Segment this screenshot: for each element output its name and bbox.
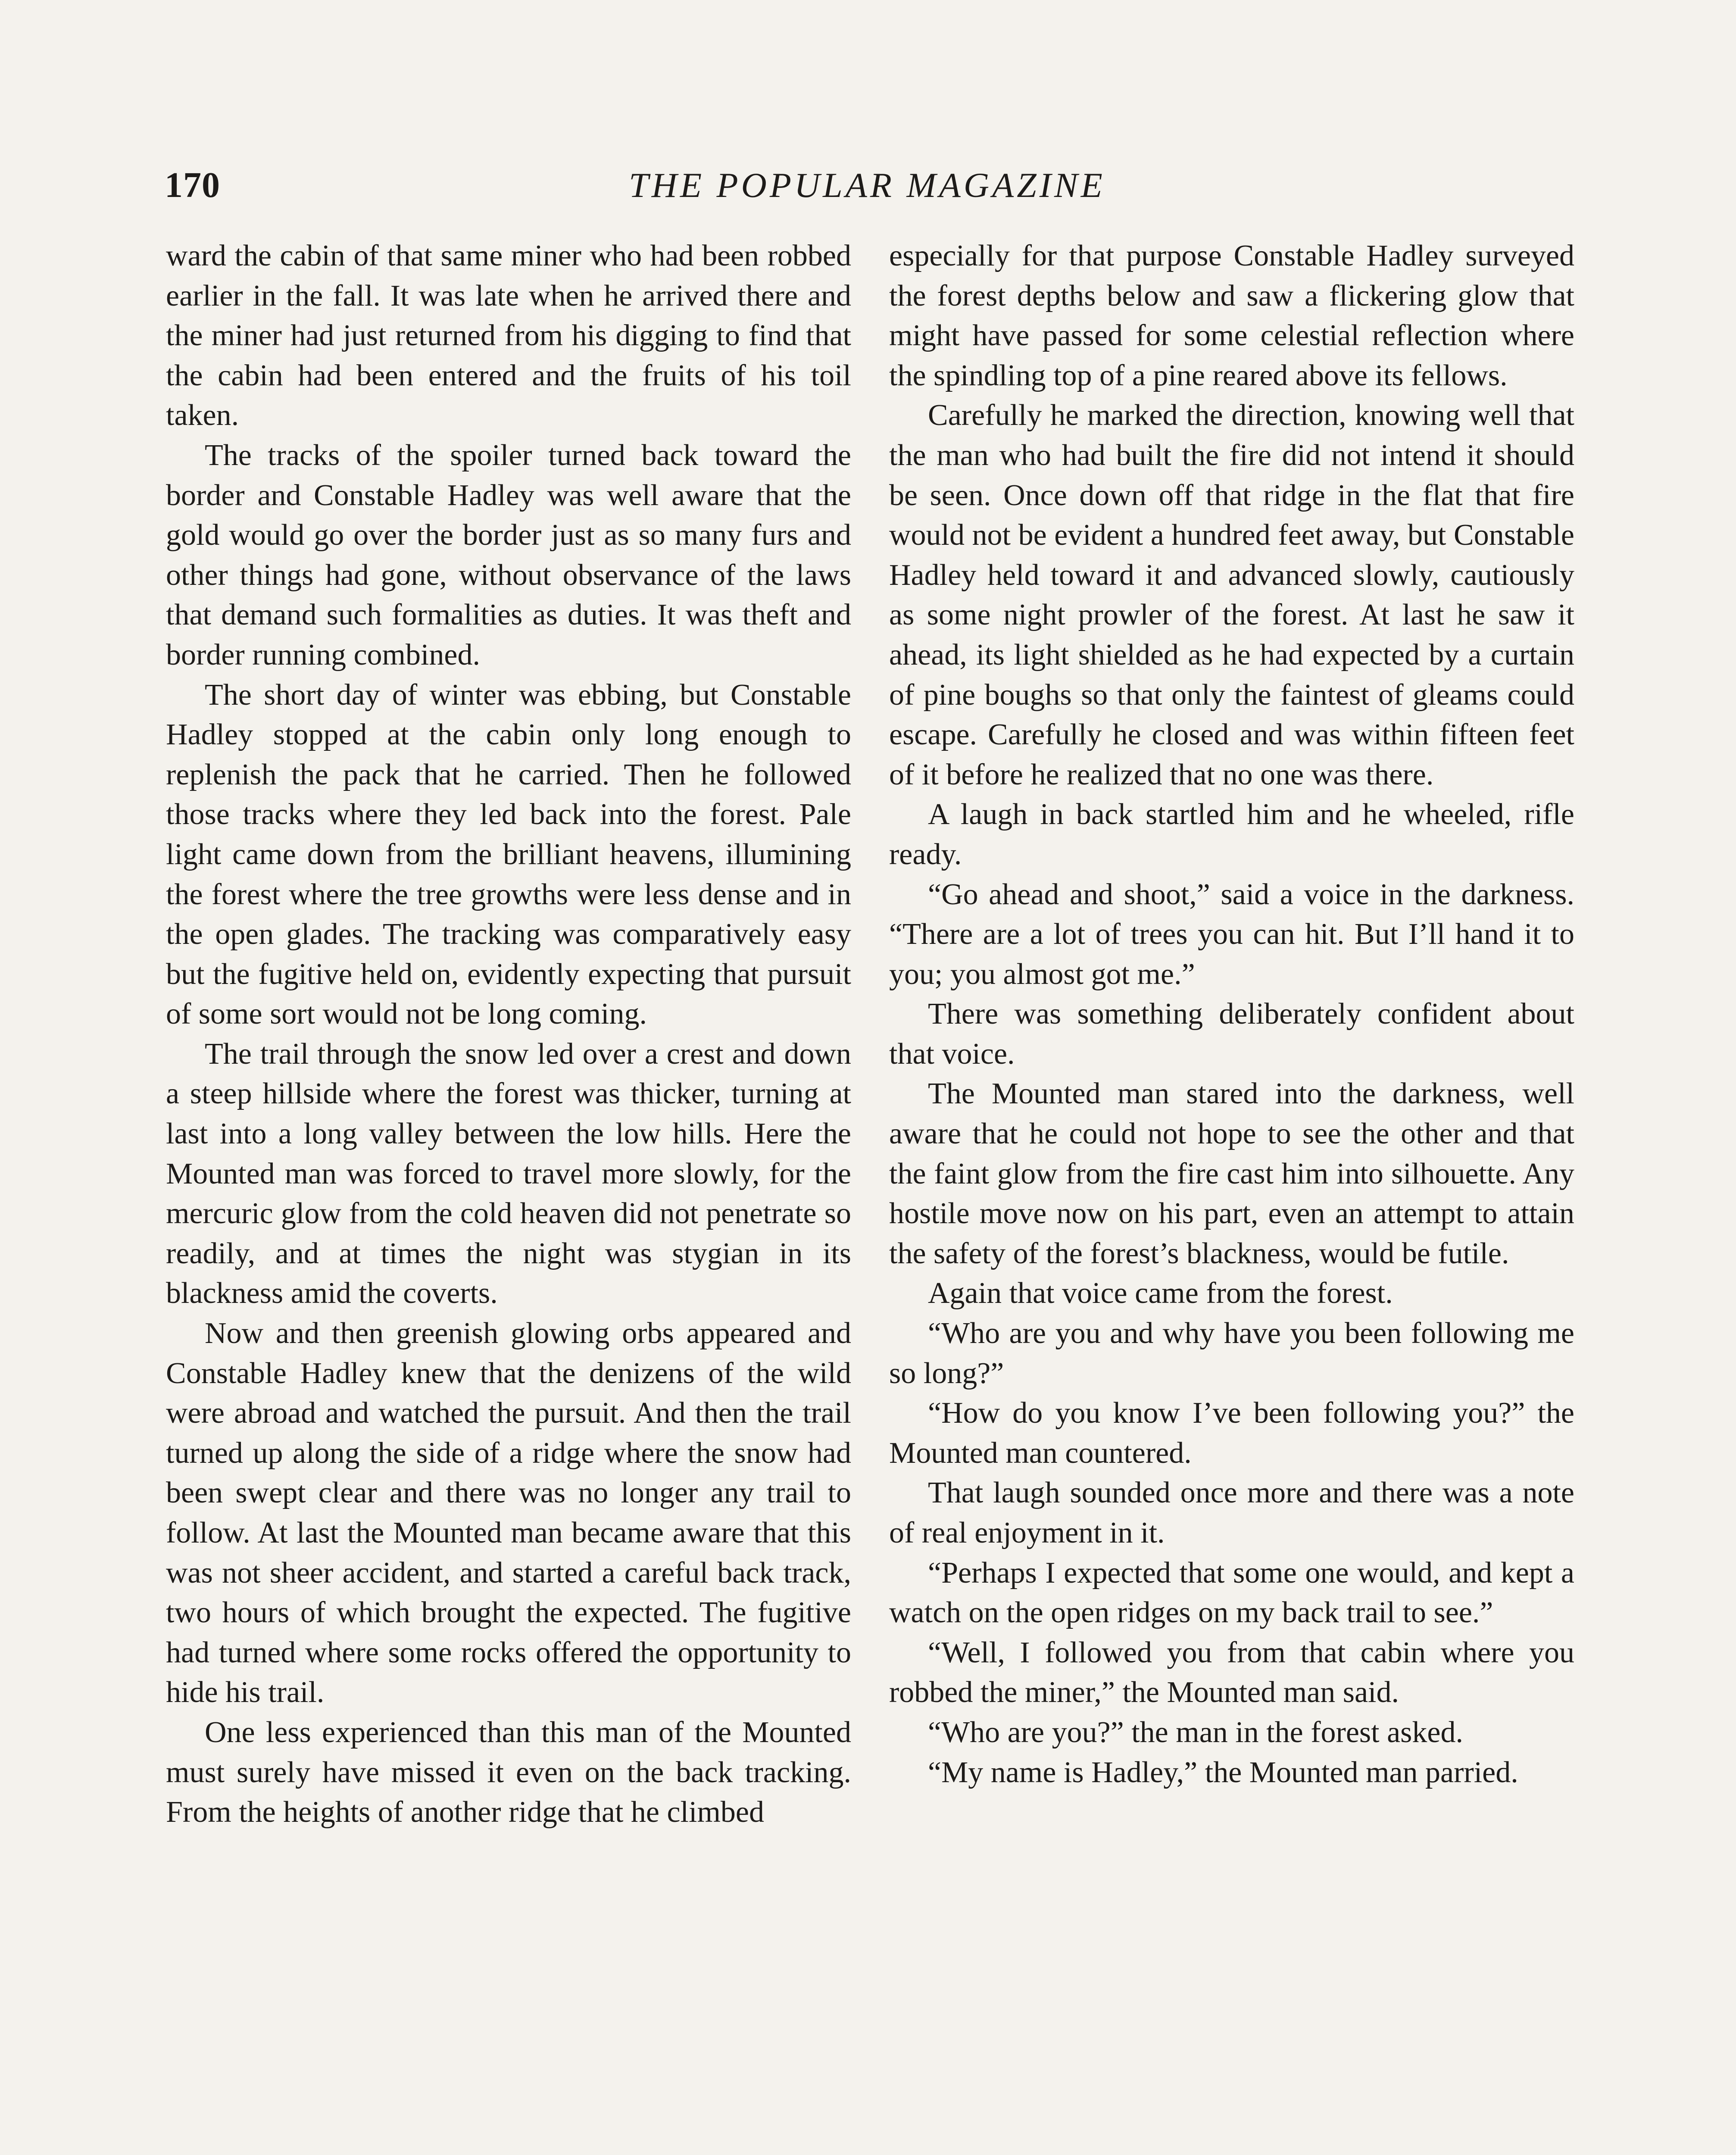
running-title: THE POPULAR MAGAZINE <box>629 166 1105 205</box>
paragraph: “Who are you?” the man in the forest asked. <box>928 1715 1463 1749</box>
paragraph: especially for that purpose Constable Hadley surveyed the forest depths below and saw a flickering glow that might have passed for some celestial reflection where the spindling top of a pine reared above its fellows. <box>889 239 1574 392</box>
paragraph: ward the cabin of that same miner who had been robbed earlier in the fall. It was late when he arrived there and the miner had just returned from his digging to find that the cabin had been entered and the fruits of his toil taken. <box>166 239 851 432</box>
page-header <box>165 162 1570 209</box>
paragraph: “How do you know I’ve been following you?” the Mounted man countered. <box>889 1396 1574 1470</box>
paragraph: The Mounted man stared into the darkness, well aware that he could not hope to see the other and that the faint glow from the fire cast him into silhouette. Any hostile move now on his part, even an attempt to attain the safety of the forest’s blackness, would be futile. <box>889 1077 1574 1270</box>
paragraph: “Perhaps I expected that some one would, and kept a watch on the open ridges on my back trail to see.” <box>889 1556 1574 1630</box>
paragraph: “Go ahead and shoot,” said a voice in the darkness. “There are a lot of trees you can hit. But I’ll hand it to you; you almost got me.” <box>889 878 1574 991</box>
paragraph: “My name is Hadley,” the Mounted man parried. <box>928 1755 1518 1789</box>
paragraph: “Well, I followed you from that cabin where you robbed the miner,” the Mounted man said. <box>889 1636 1574 1709</box>
page-number: 170 <box>165 165 220 205</box>
left-column <box>166 236 851 1833</box>
paragraph: There was something deliberately confident about that voice. <box>889 997 1574 1071</box>
paragraph: Again that voice came from the forest. <box>928 1277 1393 1310</box>
paragraph: A laugh in back startled him and he wheeled, rifle ready. <box>889 798 1574 871</box>
paragraph: Carefully he marked the direction, knowing well that the man who had built the fire did not intend it should be seen. Once down off that ridge in the flat that fire would not be evident a hundred feet away, but Constable Hadley held toward it and advanced slowly, cautiously as some night prowler of the forest. At last he saw it ahead, its light shielded as he had expected by a curtain of pine boughs so that only the faintest of gleams could escape. Carefully he closed and was within fifteen feet of it before he realized that no one was there. <box>889 399 1574 791</box>
paragraph: That laugh sounded once more and there was a note of real enjoyment in it. <box>889 1476 1574 1549</box>
paragraph: The short day of winter was ebbing, but Constable Hadley stopped at the cabin only long enough to replenish the pack that he carried. Then he followed those tracks where they led back into the forest. Pale light came down from the brilliant heavens, illumining the forest where the tree growths were less dense and in the open glades. The tracking was comparatively easy but the fugitive held on, evidently expecting that pursuit of some sort would not be long coming. <box>166 678 851 1031</box>
paragraph: One less experienced than this man of the Mounted must surely have missed it even on the back tracking. From the heights of another ridge that he climbed <box>166 1715 851 1829</box>
paragraph: The trail through the snow led over a crest and down a steep hillside where the forest was thicker, turning at last into a long valley between the low hills. Here the Mounted man was forced to travel more slowly, for the mercuric glow from the cold heaven did not penetrate so readily, and at times the night was stygian in its blackness amid the coverts. <box>166 1037 851 1310</box>
right-column <box>889 236 1574 1793</box>
paragraph: “Who are you and why have you been following me so long?” <box>889 1317 1574 1390</box>
paragraph: Now and then greenish glowing orbs appeared and Constable Hadley knew that the denizens of the wild were abroad and watched the pursuit. And then the trail turned up along the side of a ridge where the snow had been swept clear and there was no longer any trail to follow. At last the Mounted man became aware that this was not sheer accident, and started a careful back track, two hours of which brought the expected. The fugitive had turned where some rocks offered the opportunity to hide his trail. <box>166 1317 851 1709</box>
paragraph: The tracks of the spoiler turned back toward the border and Constable Hadley was well aware that the gold would go over the border just as so many furs and other things had gone, without observance of the laws that demand such formalities as duties. It was theft and border running combined. <box>166 438 851 671</box>
